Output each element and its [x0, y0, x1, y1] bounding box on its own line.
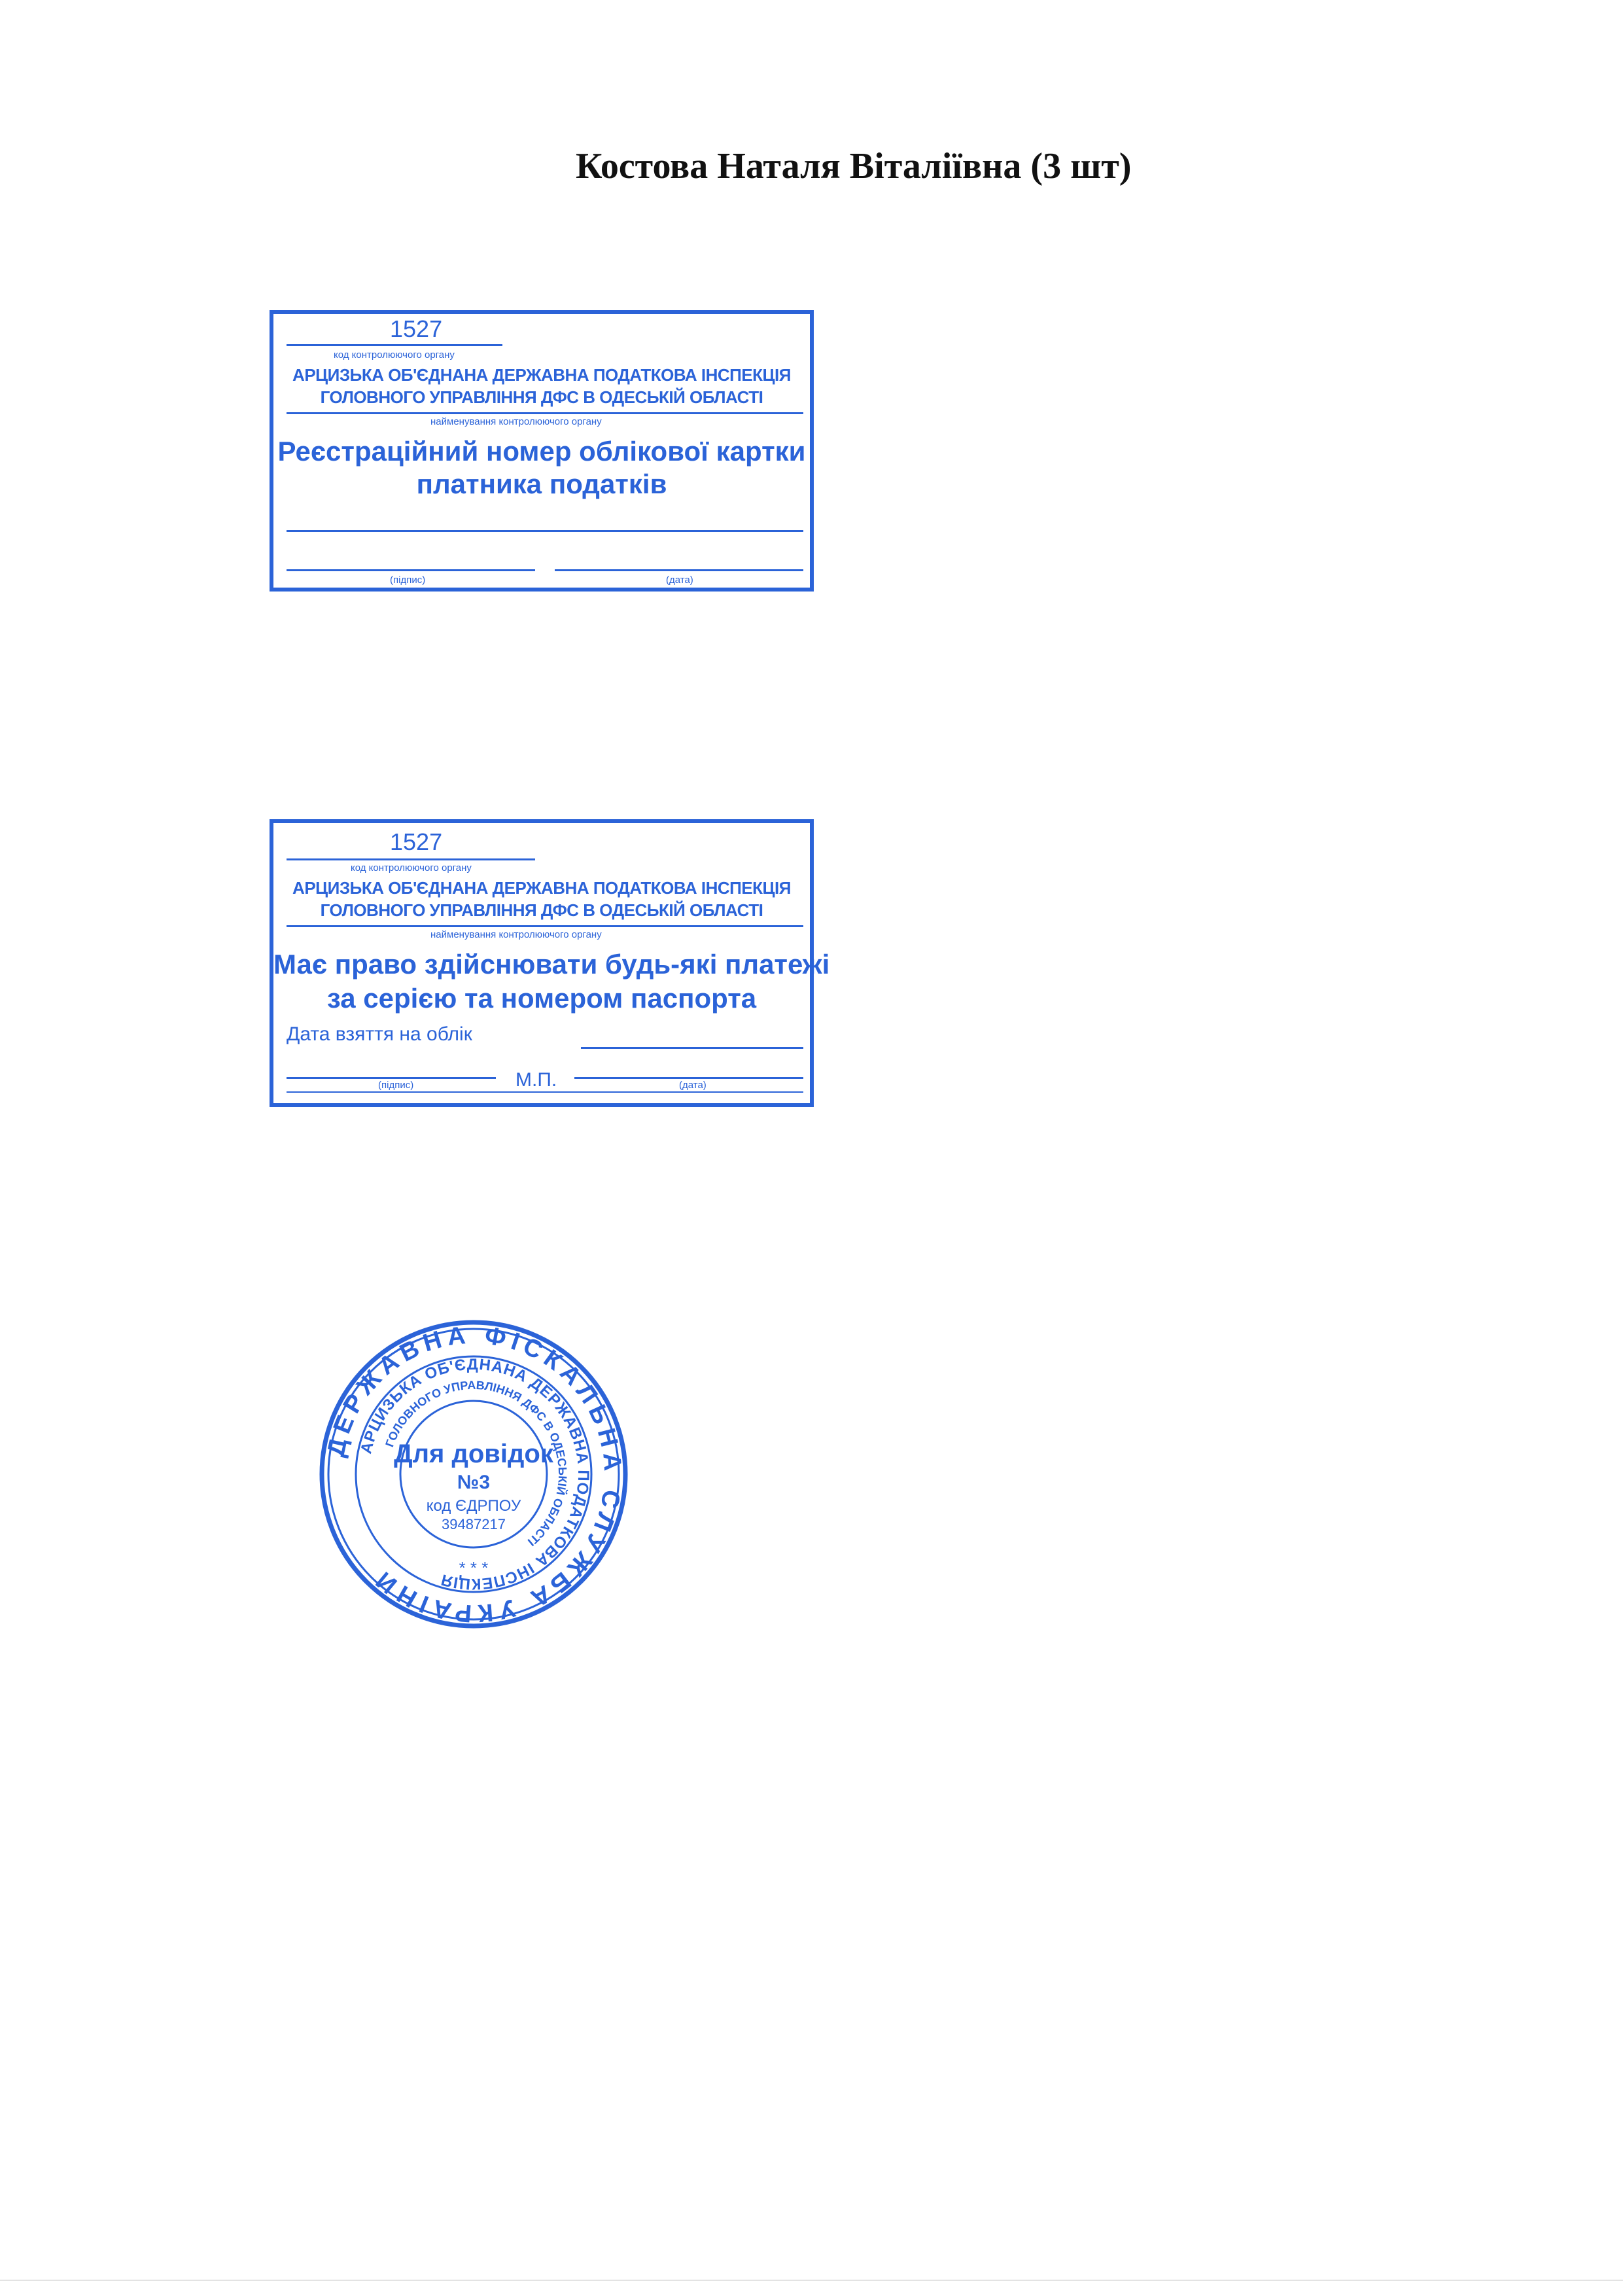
stamp2-org-caption: найменування контролюючого органу: [430, 929, 602, 940]
stamp1-org-line2: ГОЛОВНОГО УПРАВЛІННЯ ДФС В ОДЕСЬКІЙ ОБЛАСТІ: [320, 387, 763, 407]
stamp-payment-right: [270, 819, 830, 1107]
stamp1-org-line1: АРЦИЗЬКА ОБ'ЄДНАНА ДЕРЖАВНА ПОДАТКОВА ІНСПЕКЦІЯ: [292, 365, 791, 385]
stamp2-main-line1: Має право здійснювати будь-які платежі: [273, 949, 830, 980]
document-title: Костова Наталя Віталіївна (3 шт): [576, 146, 1132, 186]
stamp1-code-caption: код контролюючого органу: [334, 349, 455, 361]
seal-stars: * * *: [459, 1558, 489, 1578]
stamp1-org-caption: найменування контролюючого органу: [430, 416, 602, 427]
stamp1-main-line1: Реєстраційний номер облікової картки: [277, 436, 806, 467]
stamp1-sign-caption: (підпис): [390, 574, 426, 586]
stamp2-date-caption: (дата): [679, 1080, 707, 1091]
stamp2-code-caption: код контролюючого органу: [351, 862, 472, 874]
seal-middle-ring: АРЦИЗЬКА ОБ'ЄДНАНА ДЕРЖАВНА ПОДАТКОВА ІНСПЕКЦІЯ: [357, 1355, 593, 1593]
stamp1-code: 1527: [390, 315, 443, 342]
stamp2-mp: М.П.: [515, 1069, 557, 1091]
stamp2-org-line2: ГОЛОВНОГО УПРАВЛІННЯ ДФС В ОДЕСЬКІЙ ОБЛАСТІ: [320, 900, 763, 920]
stamp1-date-caption: (дата): [666, 574, 693, 586]
stamp-registration-number: [270, 310, 814, 592]
scan-edge-line: [0, 2280, 1623, 2281]
stamp2-date-label: Дата взяття на облік: [287, 1023, 472, 1045]
seal-edrpou-label: код ЄДРПОУ: [426, 1497, 521, 1515]
seal-inner-ring: ГОЛОВНОГО УПРАВЛІННЯ ДФС В ОДЕСЬКІЙ ОБЛАСТІ: [383, 1378, 570, 1549]
seal-edrpou: 39487217: [442, 1516, 506, 1532]
stamp2-sign-caption: (підпис): [378, 1080, 414, 1091]
seal-outer-ring: ДЕРЖАВНА ФІСКАЛЬНА СЛУЖБА УКРАЇНИ: [322, 1321, 627, 1627]
round-seal: [317, 1317, 631, 1631]
stamp1-main-line2: платника податків: [416, 468, 667, 499]
seal-center-number: №3: [457, 1472, 491, 1493]
seal-center-title: Для довідок: [394, 1439, 553, 1468]
stamp2-org-line1: АРЦИЗЬКА ОБ'ЄДНАНА ДЕРЖАВНА ПОДАТКОВА ІНСПЕКЦІЯ: [292, 878, 791, 898]
stamp2-main-line2: за серією та номером паспорта: [326, 983, 757, 1014]
stamp2-code: 1527: [390, 828, 443, 855]
